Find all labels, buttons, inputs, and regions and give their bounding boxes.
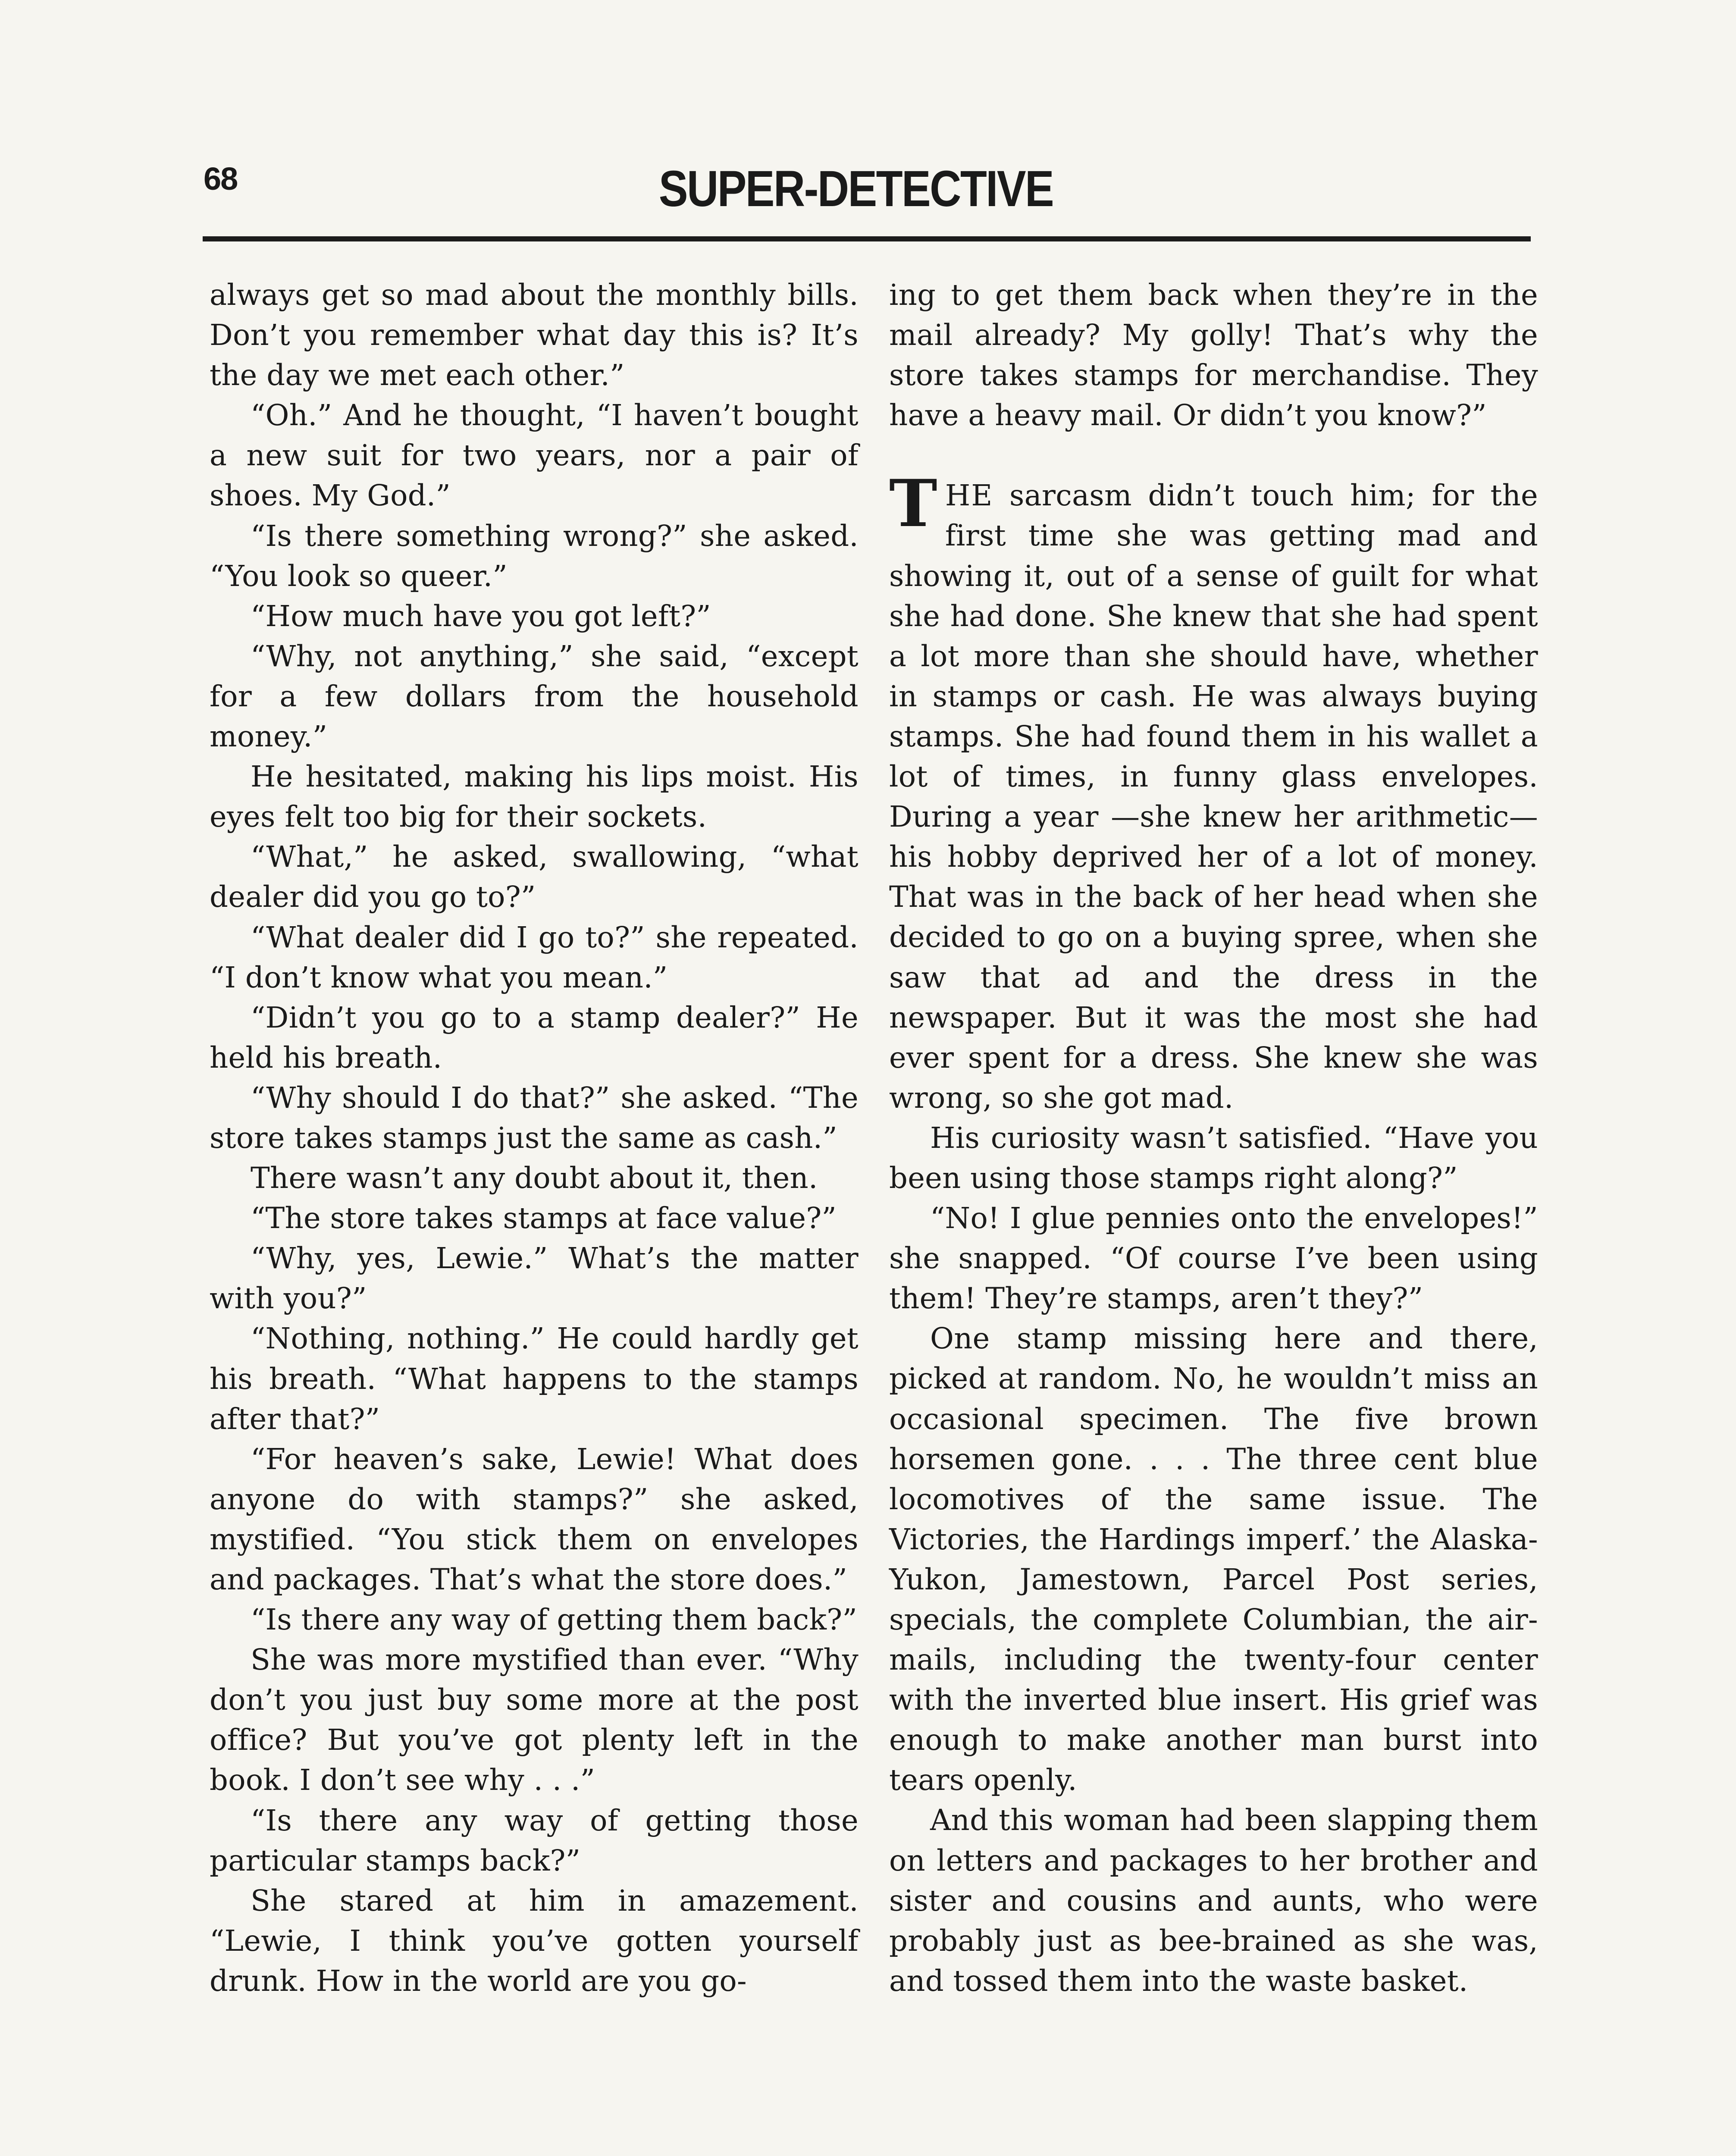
- paragraph: “What,” he asked, swallowing, “what dealer did you go to?”: [210, 840, 859, 914]
- paragraph: He hesitated, making his lips moist. His eyes felt too big for their sockets.: [210, 760, 859, 834]
- paragraph: “Is there something wrong?” she asked. “You look so queer.”: [210, 519, 859, 593]
- paragraph: “The store takes stamps at face value?”: [251, 1201, 837, 1235]
- paragraph: “Why should I do that?” she asked. “The store takes stamps just the same as cash.”: [210, 1081, 859, 1155]
- paragraph: “Oh.” And he thought, “I haven’t bought a new suit for two years, nor a pair of shoes. My God.”: [210, 398, 859, 513]
- paragraph: “Is there any way of getting those particular stamps back?”: [210, 1803, 859, 1877]
- paragraph: She was more mystified than ever. “Why don’t you just buy some more at the post office? But you’ve got plenty left in the book. I don’t see why . . .”: [210, 1643, 859, 1797]
- paragraph: ing to get them back when they’re in the mail already? My golly! That’s why the store takes stamps for merchandise. They have a heavy mail. Or didn’t you know?”: [889, 278, 1538, 432]
- paragraph: “Why, yes, Lewie.” What’s the matter with you?”: [210, 1241, 859, 1316]
- left-column: [210, 275, 859, 2001]
- paragraph: “Nothing, nothing.” He could hardly get his breath. “What happens to the stamps after that?”: [210, 1322, 859, 1436]
- page-title: SUPER-DETECTIVE: [658, 160, 1053, 217]
- paragraph: “Didn’t you go to a stamp dealer?” He held his breath.: [210, 1000, 859, 1075]
- paragraph: She stared at him in amazement. “Lewie, I think you’ve gotten yourself drunk. How in the world are you go-: [210, 1883, 859, 1998]
- page-number: 68: [204, 161, 238, 197]
- paragraph: “Is there any way of getting them back?”: [251, 1603, 858, 1637]
- section-text: sarcasm didn’t touch him; for the first time she was getting mad and showing it, out of a sense of guilt for what she had done. She knew that she had spent a lot more than she should have, whether in stamps or cash. He was always buying stamps. She had found them in his wallet a lot of times, in funny glass envelopes. During a year —she knew her arithmetic—his hobby deprived her of a lot of money. That was in the back of her head when she decided to go on a buying spree, when she saw that ad and the dress in the newspaper. But it was the most she had ever spent for a dress. She knew she was wrong, so she got mad.: [889, 479, 1538, 1115]
- drop-cap: T: [889, 466, 937, 542]
- paragraph: “How much have you got left?”: [251, 599, 711, 633]
- paragraph: “What dealer did I go to?” she repeated. “I don’t know what you mean.”: [210, 920, 859, 994]
- small-caps-lead: HE: [945, 479, 993, 513]
- paragraph: One stamp missing here and there, picked at random. No, he wouldn’t miss an occasional specimen. The five brown horsemen gone. . . . The three cent blue locomotives of the same issue. The Victories, the Hardings imperf.’ the Alaska-Yukon, Jamestown, Parcel Post series, specials, the complete Columbian, the air-mails, including the twenty-four center with the inverted blue insert. His grief was enough to make another man burst into tears openly.: [889, 1322, 1538, 1797]
- paragraph: And this woman had been slapping them on letters and packages to her brother and sister and cousins and aunts, who were probably just as bee-brained as she was, and tossed them into the waste basket.: [889, 1803, 1538, 1998]
- paragraph: His curiosity wasn’t satisfied. “Have you been using those stamps right along?”: [889, 1121, 1538, 1195]
- paragraph: always get so mad about the monthly bills. Don’t you remember what day this is? It’s the day we met each other.”: [210, 278, 859, 392]
- right-column: [889, 275, 1538, 2001]
- paragraph: “No! I glue pennies onto the envelopes!” she snapped. “Of course I’ve been using them! They’re stamps, aren’t they?”: [889, 1201, 1538, 1316]
- section-paragraph: [889, 466, 1538, 1118]
- paragraph: There wasn’t any doubt about it, then.: [251, 1161, 818, 1195]
- header-rule: [203, 236, 1531, 241]
- paragraph: “Why, not anything,” she said, “except for a few dollars from the household money.”: [210, 639, 859, 754]
- paragraph: “For heaven’s sake, Lewie! What does anyone do with stamps?” she asked, mystified. “You stick them on envelopes and packages. That’s what the store does.”: [210, 1442, 859, 1596]
